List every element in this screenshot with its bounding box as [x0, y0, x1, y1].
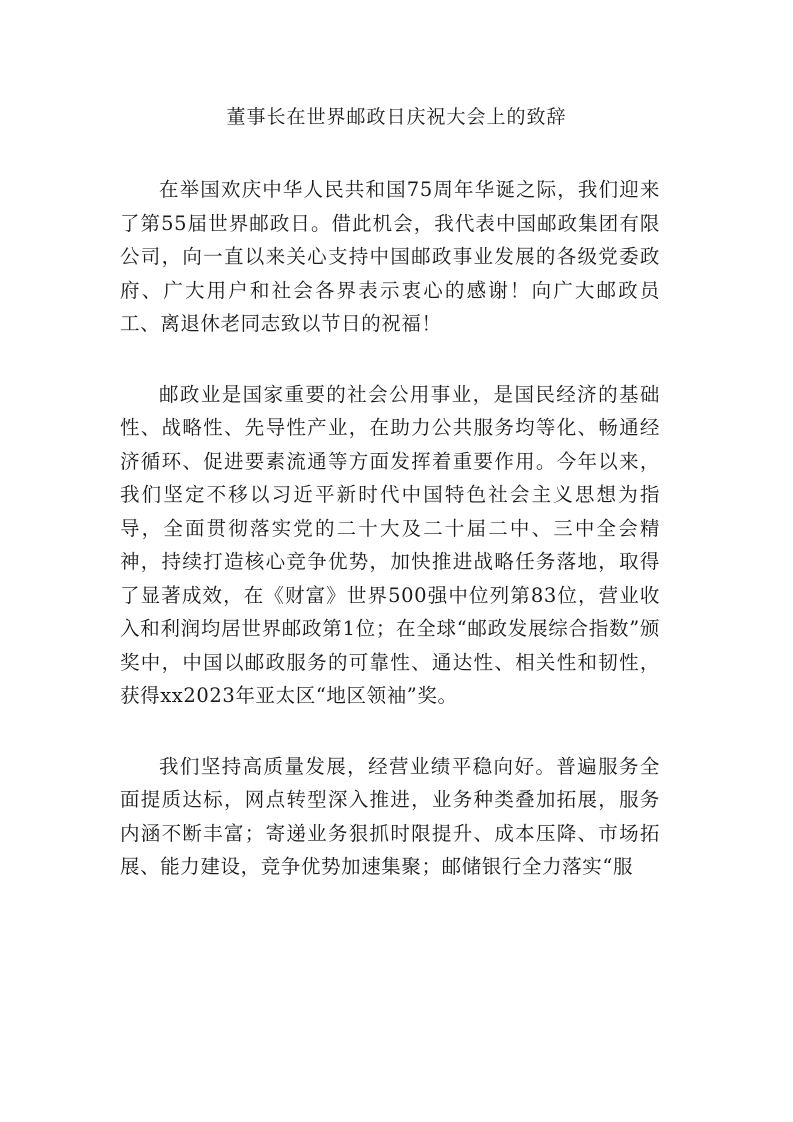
paragraph: 邮政业是国家重要的社会公用事业，是国民经济的基础性、战略性、先导性产业，在助力公共服务均等化、畅通经济循环、促进要素流通等方面发挥着重要作用。今年以来，我们坚定不移以习近平新时代中国特色社会主义思想为指导，全面贯彻落实党的二十大及二十届二中、三中全会精神，持续打造核心竞争优势，加快推进战略任务落地，取得了显著成效，在《财富》世界500强中位列第83位，营业收入和利润均居世界邮政第1位；在全球“邮政发展综合指数”颁奖中，中国以邮政服务的可靠性、通达性、相关性和韧性，获得xx2023年亚太区“地区领袖”奖。 — [120, 382, 660, 707]
paragraph: 在举国欢庆中华人民共和国75周年华诞之际，我们迎来了第55届世界邮政日。借此机会，我代表中国邮政集团有限公司，向一直以来关心支持中国邮政事业发展的各级党委政府、广大用户和社会各界表示衷心的感谢！向广大邮政员工、离退休老同志致以节日的祝福！ — [120, 178, 660, 335]
document-title: 董事长在世界邮政日庆祝大会上的致辞 — [226, 106, 567, 128]
paragraph: 我们坚持高质量发展，经营业绩平稳向好。普遍服务全面提质达标，网点转型深入推进，业务种类叠加拓展，服务内涵不断丰富；寄递业务狠抓时限提升、成本压降、市场拓展、能力建设，竞争优势加速集聚；邮储银行全力落实“服 — [120, 754, 660, 878]
document-body — [120, 173, 660, 921]
